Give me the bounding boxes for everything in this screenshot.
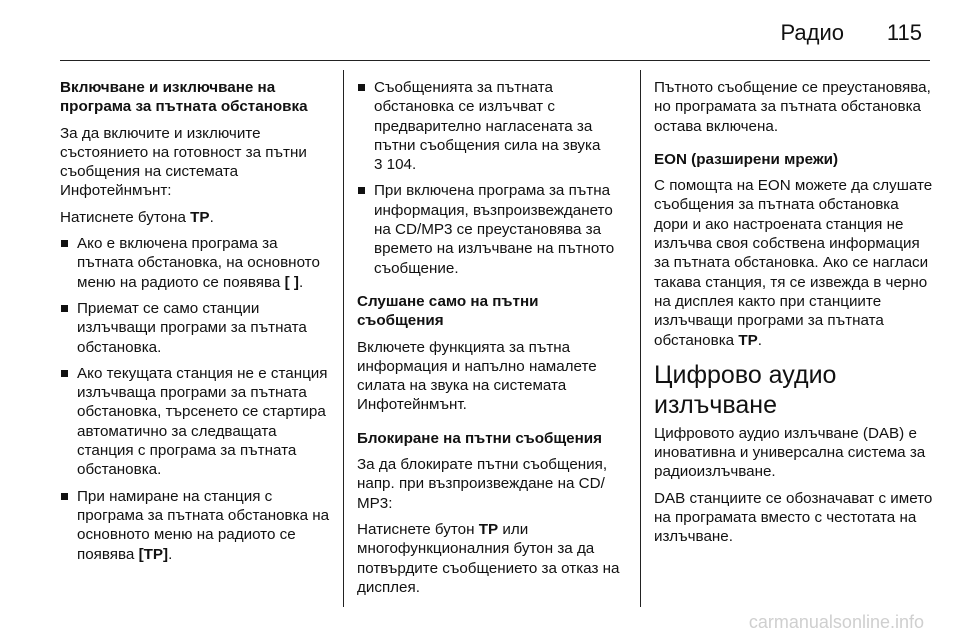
chapter-heading-dab: Цифрово аудио излъчване	[654, 360, 837, 419]
paragraph: DAB станциите се обозначават с името на програмата вместо с честотата на излъчване.	[654, 489, 933, 546]
paragraph: Цифровото аудио излъчване (DAB) е иновативна и универсална система за радиоизлъчване.	[654, 424, 926, 481]
column-divider-2	[640, 70, 641, 607]
tp-indicator-label: [ ]	[284, 273, 299, 291]
paragraph: За да блокирате пътни съобщения, напр. при възпроизвеждане на CD/ MP3:	[357, 456, 608, 512]
section-heading-block-traffic: Блокиране на пътни съобщения	[357, 429, 603, 447]
list-item: При намиране на станция с програма за пътната обстановка на основното меню на радиото се появява [TP].	[60, 487, 332, 564]
page-reference: 3 104.	[374, 156, 417, 174]
tp-indicator-label: [TP]	[138, 545, 169, 563]
page-number: 115	[886, 20, 922, 45]
list-item: Съобщенията за пътната обстановка се излъчват с предварително нагласената за пътни съобщения сила на звука 3 104.	[357, 78, 625, 174]
column-3	[654, 78, 934, 554]
tp-key-label: TP	[190, 208, 210, 226]
section-heading-eon: EON (разширени мрежи)	[654, 150, 839, 168]
header-rule	[60, 60, 930, 61]
tp-key-label: TP	[738, 331, 758, 349]
list-item: Ако текущата станция не е станция излъчваща програми за пътната обстановка, търсенето се стартира автоматично за следващата станция с програма за пътната обстановка.	[60, 364, 332, 480]
paragraph: С помощта на EON можете да слушате съобщения за пътната обстановка дори и ако настроената станция не излъчва своя собствена информация за пътната обстановка. Ако се нагласи такава станция, тя се извежда в черно на дисплея както при станциите излъчващи програми за пътната обстановка TP.	[654, 177, 933, 349]
paragraph: Натиснете бутона TP.	[60, 208, 214, 226]
column-1	[60, 78, 332, 571]
paragraph: Пътното съобщение се преустановява, но програмата за пътната обстановка остава включена.	[654, 79, 931, 135]
tp-key-label: TP	[478, 520, 499, 538]
list-item: Приемат се само станции излъчващи програми за пътната обстановка.	[60, 299, 332, 357]
section-heading-tp-toggle: Включване и изключване на програма за пътната обстановка	[60, 79, 308, 116]
paragraph: За да включите и изключите състоянието на готовност за пътни съобщения на системата Инфотейнмънт:	[60, 124, 307, 200]
column-2	[357, 78, 625, 604]
page-header-title: Радио	[780, 20, 844, 45]
paragraph: Включете функцията за пътна информация и напълно намалете силата на звука на системата Инфотейнмънт.	[357, 338, 597, 414]
section-heading-traffic-only: Слушане само на пътни съобщения	[357, 292, 539, 330]
list-item: Ако е включена програма за пътната обстановка, на основното меню на радиото се появява [ ].	[60, 234, 332, 292]
watermark: carmanualsonline.info	[748, 612, 924, 632]
list-item: При включена програма за пътна информация, възпроизвеждането на CD/MP3 се преустановява за времето на излъчване на пътното съобщение.	[357, 181, 625, 277]
column-divider-1	[343, 70, 344, 607]
paragraph: Натиснете бутон TP или многофункционалния бутон за да потвърдите съобщението за отказ на дисплея.	[357, 520, 620, 596]
